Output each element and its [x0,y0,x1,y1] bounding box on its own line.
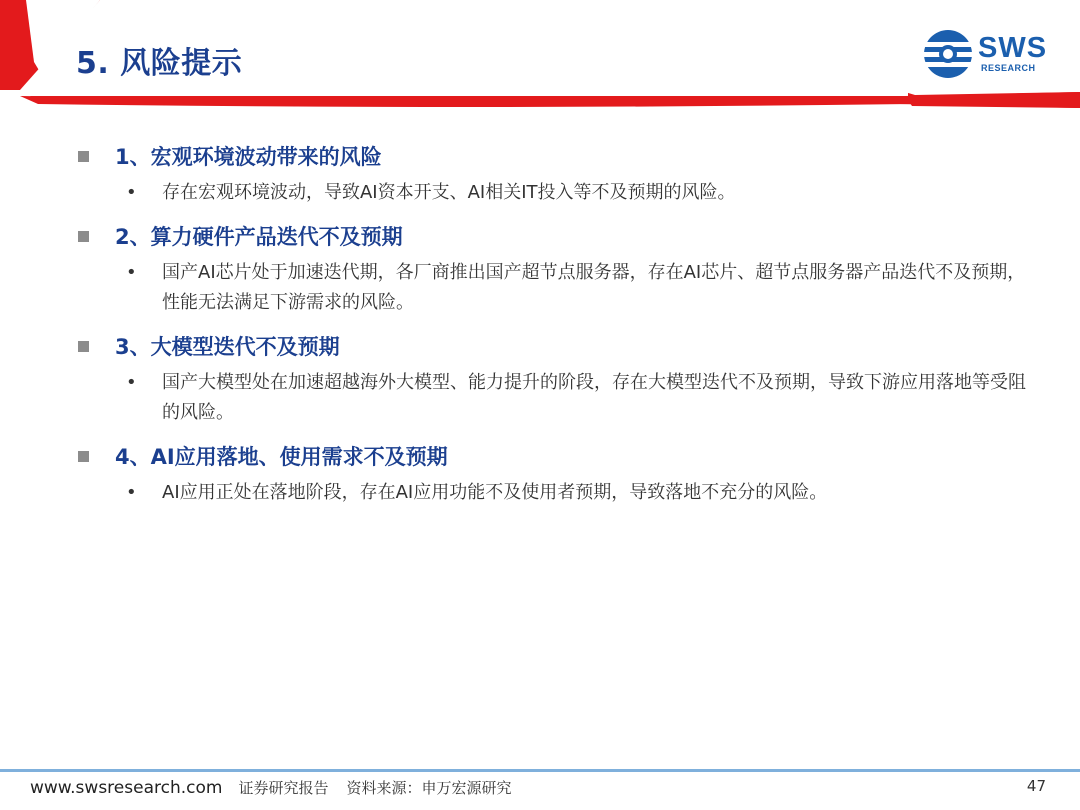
list-item [126,258,1038,318]
section-title: 3、大模型迭代不及预期 [115,335,340,359]
footer-source: 资料来源：申万宏源研究 [346,779,512,797]
logo-text: SWS [978,32,1048,64]
square-bullet-icon [78,451,89,462]
section-title: 2、算力硬件产品迭代不及预期 [115,225,403,249]
logo-subtext: RESEARCH [981,63,1036,73]
risk-section-4 [78,440,1038,508]
list-item [126,368,1038,428]
item-text: 国产AI芯片处于加速迭代期，各厂商推出国产超节点服务器，存在AI芯片、超节点服务器产品迭代不及预期，性能无法满足下游需求的风险。 [162,262,1026,313]
footer-website-link[interactable]: www.swsresearch.com [30,777,223,798]
footer-report-type: 证券研究报告 [238,779,329,797]
page-number: 47 [1026,777,1046,795]
list-item [126,178,1038,208]
sws-logo-globe-icon [922,28,974,80]
dot-bullet-icon: • [126,182,137,203]
item-text: AI应用正处在落地阶段，存在AI应用功能不及使用者预期，导致落地不充分的风险。 [162,482,828,503]
item-text: 国产大模型处在加速超越海外大模型、能力提升的阶段，存在大模型迭代不及预期，导致下游应用落地等受阻的风险。 [162,372,1026,423]
dot-bullet-icon: • [126,262,137,283]
section-title: 4、AI应用落地、使用需求不及预期 [115,445,448,469]
footer [30,777,529,798]
dot-bullet-icon: • [126,482,137,503]
list-item [126,478,1038,508]
risk-section-1 [78,140,1038,208]
risk-section-3 [78,330,1038,428]
risk-list [78,140,1038,520]
risk-section-2 [78,220,1038,318]
sws-logo [922,26,1062,82]
page-title: 5. 风险提示 [76,46,243,81]
item-text: 存在宏观环境波动，导致AI资本开支、AI相关IT投入等不及预期的风险。 [162,182,736,203]
footer-divider [0,769,1080,772]
square-bullet-icon [78,341,89,352]
square-bullet-icon [78,151,89,162]
square-bullet-icon [78,231,89,242]
dot-bullet-icon: • [126,372,137,393]
section-title: 1、宏观环境波动带来的风险 [115,145,382,169]
